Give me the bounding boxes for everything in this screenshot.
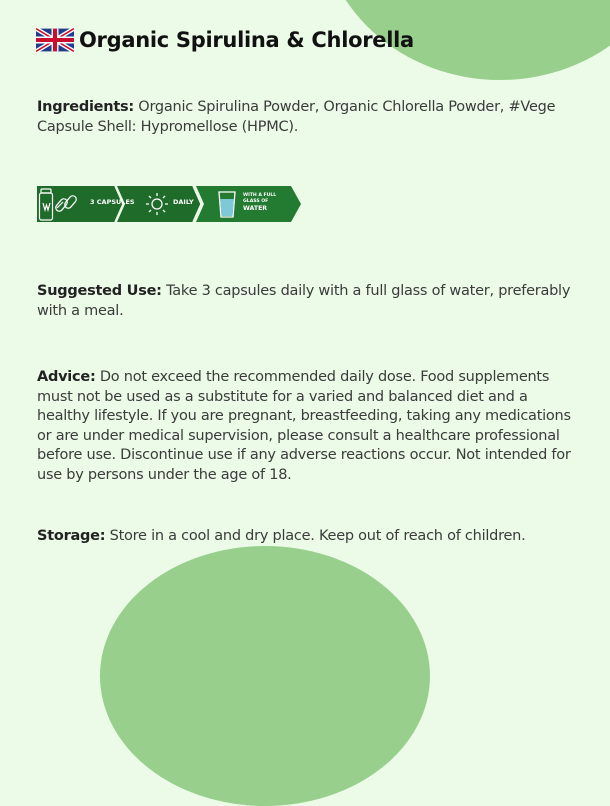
usage-strip bbox=[37, 184, 301, 224]
storage-text: Store in a cool and dry place. Keep out of reach of children. bbox=[105, 528, 526, 544]
storage-label: Storage: bbox=[37, 528, 106, 544]
suggested-use-text: Take 3 capsules daily with a full glass of water, preferably with a meal. bbox=[37, 283, 571, 319]
capsules-label: 3 CAPSULES bbox=[90, 198, 135, 206]
storage-section bbox=[37, 527, 577, 547]
water-label-line1: WITH A FULL bbox=[243, 193, 277, 198]
daily-label: DAILY bbox=[173, 198, 194, 206]
ingredients-text: Organic Spirulina Powder, Organic Chlorella Powder, #Vege Capsule Shell: Hypromellose (HPMC). bbox=[37, 99, 556, 135]
page-title: Organic Spirulina & Chlorella bbox=[79, 28, 414, 52]
ingredients-label: Ingredients: bbox=[37, 99, 134, 115]
suggested-use-section bbox=[37, 282, 577, 321]
ingredients-section bbox=[37, 98, 577, 137]
advice-section bbox=[37, 368, 577, 485]
suggested-use-label: Suggested Use: bbox=[37, 283, 162, 299]
advice-label: Advice: bbox=[37, 369, 96, 385]
decorative-blob-bottom bbox=[100, 546, 430, 806]
water-label-line3: WATER bbox=[243, 205, 268, 212]
title-row bbox=[36, 28, 414, 52]
water-label-line2: GLASS OF bbox=[243, 199, 269, 204]
uk-flag-icon bbox=[36, 28, 74, 52]
advice-text: Do not exceed the recommended daily dose. Food supplements must not be used as a substitute for a varied and balanced diet and a healthy lifestyle. If you are pregnant, breastfeeding, taking any medications or are under medical supervision, please consult a healthcare professional before use. Discontinue use if any adverse reactions occur. Not intended for use by persons under the age of 18. bbox=[37, 369, 571, 483]
